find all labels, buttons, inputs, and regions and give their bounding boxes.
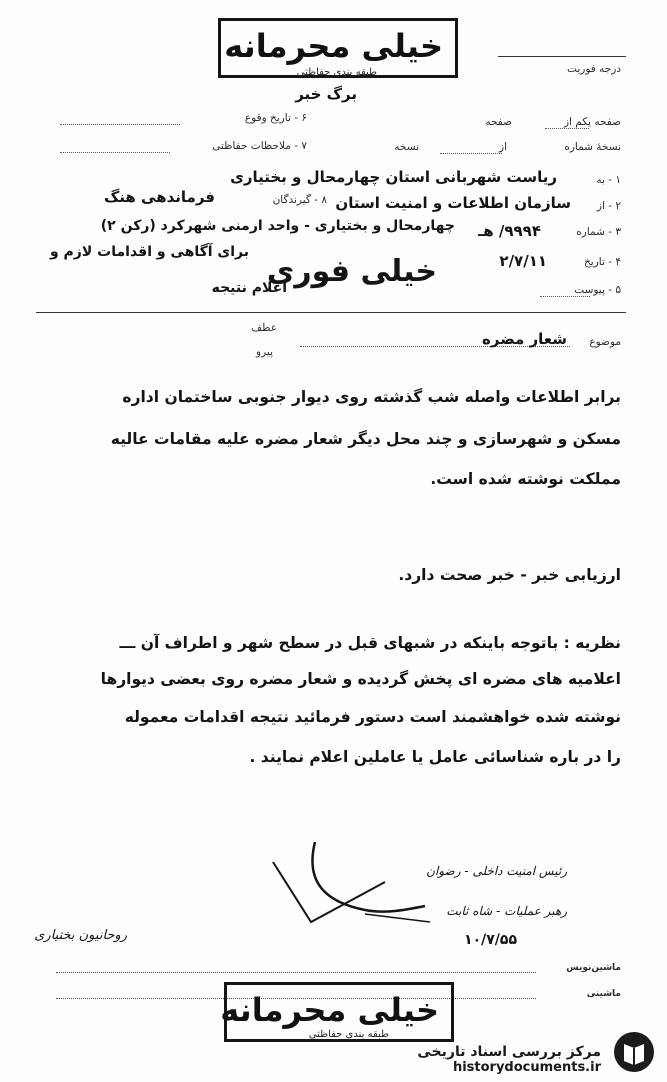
to-label: ۱ - به <box>596 174 621 186</box>
watermark-url: historydocuments.ir <box>452 1060 601 1075</box>
opinion-line-1: نظریه : باتوجه باینکه در شبهای قبل در سطح شهر و اطراف آن ـــ <box>119 634 621 652</box>
date-stamp-handwritten: ۱۰/۷/۵۵ <box>464 932 517 948</box>
paragraph-line-2: مسکن و شهرسازی و چند محل دیگر شعار مضره علیه مقامات عالیه <box>110 430 621 448</box>
recipients-value: فرماندهی هنگ <box>103 188 215 206</box>
page-suffix: صفحه <box>485 116 512 128</box>
head-title: رهبر عملیات - شاه ثابت <box>446 904 567 918</box>
security-notes-label: ۷ - ملاحظات حفاظتی <box>212 140 307 152</box>
reference-top: عطف <box>251 322 277 334</box>
subject-value: شعار مضره <box>482 330 567 348</box>
recipients-note-2: اعلام نتیجه <box>211 280 287 296</box>
opinion-line-2: اعلامیه های مضره ای پخش گردیده و شعار مضره روی بعضی دیوارها <box>100 670 621 688</box>
classification-stamp-top <box>218 18 458 78</box>
copy-suffix: نسخه <box>394 141 419 153</box>
copy-label: نسخهٔ شماره <box>564 141 621 153</box>
urgent-handwritten: خیلی فوری <box>266 254 437 289</box>
stamp-classification-label: طبقه بندی حفاظتی <box>296 67 377 78</box>
copy-from: از <box>499 141 507 153</box>
from-value: سازمان اطلاعات و امنیت استان <box>335 194 571 212</box>
typed-label: ماشین‌نویس <box>566 963 621 973</box>
watermark-title: مرکز بررسی اسناد تاریخی <box>417 1044 601 1060</box>
priority-underline <box>498 56 626 57</box>
number-value: ۹۹۹۴/ هـ <box>478 222 541 240</box>
recipients-note-1: برای آگاهی و اقدامات لازم و <box>49 244 249 260</box>
left-name: روحانیون بختیاری <box>34 928 127 943</box>
occurrence-date-label: ۶ - تاریخ وقوع <box>244 112 307 124</box>
paragraph-line-3: مملکت نوشته شده است. <box>430 470 621 488</box>
from-label: ۲ - از <box>596 200 621 212</box>
to-value: ریاست شهربانی استان چهارمحال و بختیاری <box>230 168 557 186</box>
checked-label: ماشینی <box>586 989 621 999</box>
handwritten-note-top: برگ خبر <box>295 85 357 103</box>
reference-bottom: پیرو <box>256 346 273 358</box>
signature-scribble <box>265 822 435 932</box>
stamp-classification-label-bottom: طبقه بندی حفاظتی <box>308 1029 389 1040</box>
opinion-line-3: نوشته شده خواهشمند است دستور فرمائید نتیجه اقدامات معموله <box>124 708 621 726</box>
recipients-label: ۸ - گیرندگان <box>272 194 327 206</box>
watermark-book-icon <box>612 1030 656 1074</box>
priority-label: درجه فوریت <box>567 63 621 75</box>
date-value: ۲/۷/۱۱ <box>499 252 547 270</box>
recipients-value-2: چهارمحال و بختیاری - واحد ارمنی شهرکرد (رکن ۲) <box>100 218 455 234</box>
chief-title: رئیس امنیت داخلی - رضوان <box>426 864 567 878</box>
header-divider <box>36 312 626 313</box>
assessment-line: ارزیابی خبر - خبر صحت دارد. <box>398 566 621 584</box>
subject-label: موضوع <box>589 336 621 348</box>
stamp-main-text: خیلی محرمانه <box>224 27 443 65</box>
number-label: ۳ - شماره <box>576 226 621 238</box>
page-label: صفحه یکم از <box>563 116 621 128</box>
paragraph-line-1: برابر اطلاعات واصله شب گذشته روی دیوار جنوبی ساختمان اداره <box>122 388 621 406</box>
date-label: ۴ - تاریخ <box>584 256 621 268</box>
opinion-line-4: را در باره شناسائی عامل یا عاملین اعلام نمایند . <box>249 748 621 766</box>
attachment-label: ۵ - پیوست <box>574 284 621 296</box>
stamp-main-text-bottom: خیلی محرمانه <box>220 991 439 1029</box>
